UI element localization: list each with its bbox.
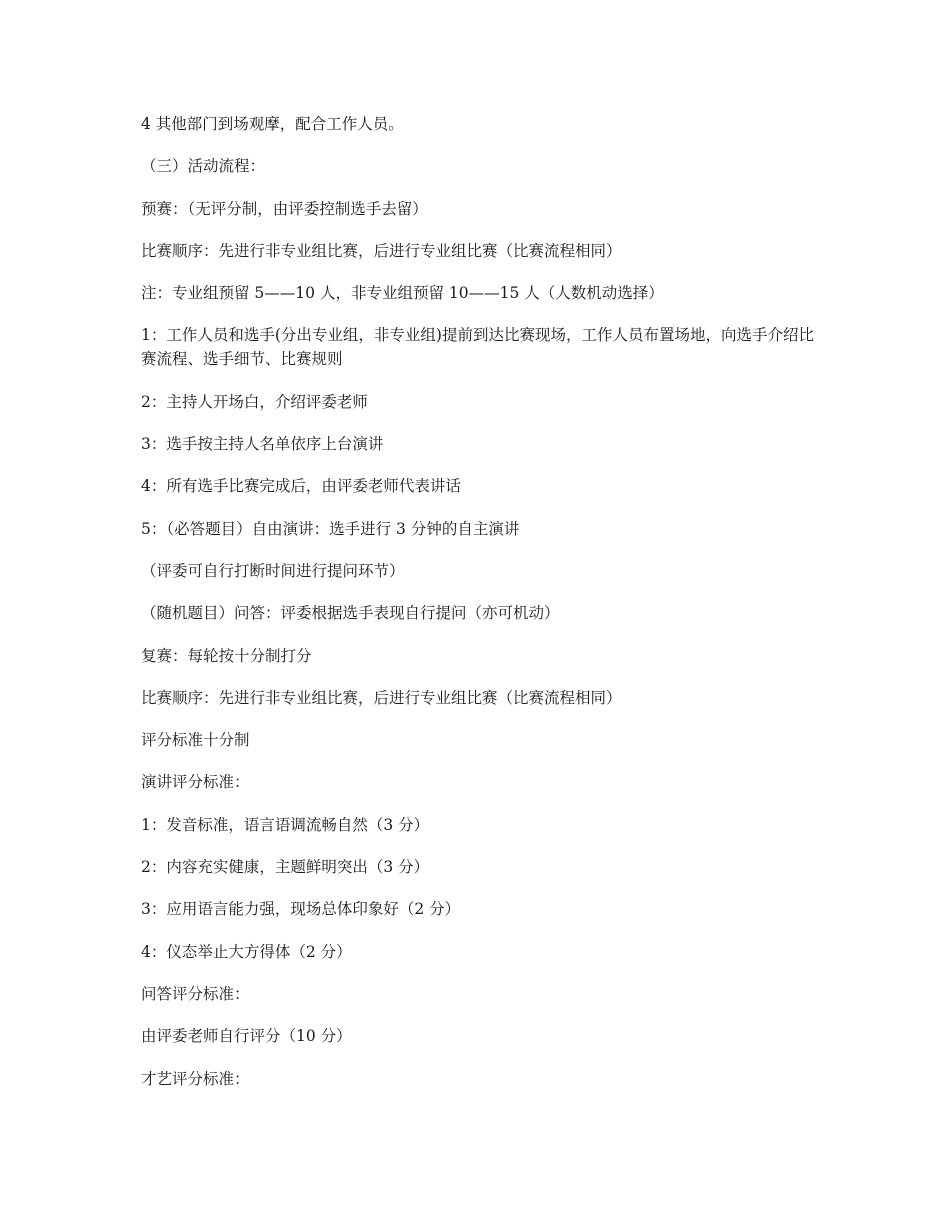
paragraph-step-3: 3：选手按主持人名单依序上台演讲 <box>141 435 384 454</box>
paragraph-order-semifinal: 比赛顺序：先进行非专业组比赛，后进行专业组比赛（比赛流程相同） <box>141 688 622 707</box>
paragraph-order-preliminary: 比赛顺序：先进行非专业组比赛，后进行专业组比赛（比赛流程相同） <box>141 241 622 260</box>
paragraph-talent-criteria-heading: 才艺评分标准： <box>141 1069 250 1088</box>
paragraph-preliminary: 预赛：（无评分制，由评委控制选手去留） <box>141 199 428 218</box>
paragraph-step-1: 1：工作人员和选手(分出专业组，非专业组)提前到达比赛现场，工作人员布置场地，向选手介绍比赛流程、选手细节、比赛规则 <box>141 326 814 369</box>
paragraph-note-quota: 注：专业组预留 5——10 人，非专业组预留 10——15 人（人数机动选择） <box>141 284 664 303</box>
paragraph-section-heading-process: （三）活动流程： <box>141 157 266 176</box>
paragraph-semifinal: 复赛：每轮按十分制打分 <box>141 646 312 665</box>
paragraph-qa-criteria: 由评委老师自行评分（10 分） <box>141 1027 352 1046</box>
paragraph-scoring-ten-point: 评分标准十分制 <box>141 731 250 750</box>
paragraph-criterion-2: 2：内容充实健康，主题鲜明突出（3 分） <box>141 858 430 877</box>
paragraph-qa-criteria-heading: 问答评分标准： <box>141 984 250 1003</box>
paragraph-step-4: 4：所有选手比赛完成后，由评委老师代表讲话 <box>141 477 461 496</box>
paragraph-criterion-4: 4：仪态举止大方得体（2 分） <box>141 942 352 961</box>
paragraph-step-5: 5：（必答题目）自由演讲：选手进行 3 分钟的自主演讲 <box>141 519 520 538</box>
paragraph-random-question: （随机题目）问答：评委根据选手表现自行提问（亦可机动） <box>141 604 560 623</box>
paragraph-step-2: 2：主持人开场白，介绍评委老师 <box>141 392 368 411</box>
paragraph-judge-interrupt: （评委可自行打断时间进行提问环节） <box>141 561 405 580</box>
document-body <box>141 112 821 1109</box>
paragraph-other-departments: 4 其他部门到场观摩，配合工作人员。 <box>141 115 404 133</box>
paragraph-criterion-3: 3：应用语言能力强，现场总体印象好（2 分） <box>141 900 461 919</box>
paragraph-criterion-1: 1：发音标准，语言语调流畅自然（3 分） <box>141 815 430 834</box>
paragraph-speech-criteria-heading: 演讲评分标准： <box>141 773 250 792</box>
